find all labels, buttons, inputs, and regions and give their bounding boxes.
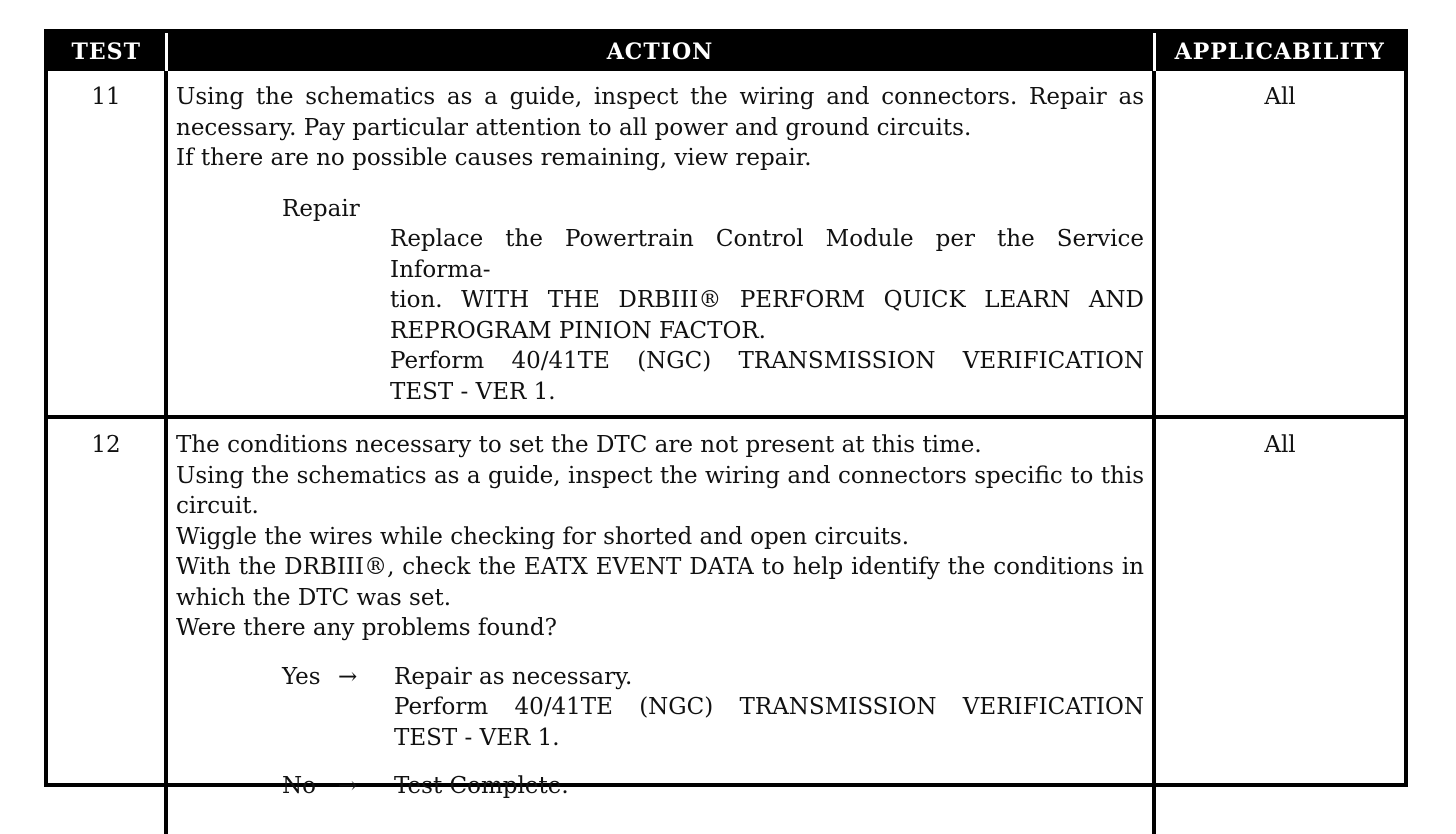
right-arrow-icon: → xyxy=(338,663,358,690)
repair-label: Repair xyxy=(282,195,360,222)
action-line: The conditions necessary to set the DTC are not present at this time. xyxy=(176,432,982,458)
repair-block xyxy=(176,194,1144,408)
repair-line: REPROGRAM PINION FACTOR. xyxy=(390,317,766,344)
repair-line: Perform 40/41TE (NGC) TRANSMISSION VERIFICATION xyxy=(390,348,1144,374)
answer-label: No xyxy=(282,773,316,799)
right-arrow-icon: → xyxy=(338,773,358,799)
table-row xyxy=(48,71,1404,417)
repair-line: tion. WITH THE DRBIII® PERFORM QUICK LEARN AND xyxy=(390,287,1144,313)
action-line: which the DTC was set. xyxy=(176,584,452,611)
applicability-cell: All xyxy=(1264,432,1296,458)
answer-list xyxy=(176,662,1144,802)
header-test: TEST xyxy=(48,33,166,71)
answer-line: Test Complete. xyxy=(394,773,569,799)
header-applicability: APPLICABILITY xyxy=(1154,33,1404,71)
action-line: necessary. Pay particular attention to all power and ground circuits. xyxy=(176,114,972,141)
answer-label: Yes xyxy=(282,663,321,690)
action-line: Were there any problems found? xyxy=(176,615,557,641)
answer-line: Perform 40/41TE (NGC) TRANSMISSION VERIFICATION xyxy=(394,694,1144,720)
diagnostic-procedure-page xyxy=(44,29,1408,799)
test-number: 11 xyxy=(48,71,166,417)
test-number: 12 xyxy=(48,417,166,834)
repair-line: Replace the Powertrain Control Module per the Service Informa- xyxy=(390,226,1144,283)
answer-body xyxy=(394,662,1144,754)
action-line: With the DRBIII®, check the EATX EVENT DATA to help identify the conditions in xyxy=(176,554,1144,580)
action-line: Wiggle the wires while checking for shorted and open circuits. xyxy=(176,523,910,550)
table-header xyxy=(48,33,1404,71)
header-action: ACTION xyxy=(166,33,1154,71)
action-line: If there are no possible causes remaining, view repair. xyxy=(176,145,812,171)
action-line: circuit. xyxy=(176,493,259,519)
repair-text xyxy=(176,224,1144,407)
answer-yes xyxy=(176,662,1144,754)
action-line: Using the schematics as a guide, inspect the wiring and connectors specific to this xyxy=(176,462,1144,489)
answer-body xyxy=(394,771,1144,802)
answer-no xyxy=(176,771,1144,802)
action-line: Using the schematics as a guide, inspect the wiring and connectors. Repair as xyxy=(176,84,1144,110)
action-cell xyxy=(166,71,1154,417)
repair-line: TEST - VER 1. xyxy=(390,378,556,405)
applicability-cell: All xyxy=(1154,71,1404,417)
answer-line: TEST - VER 1. xyxy=(394,724,560,751)
action-cell xyxy=(166,417,1154,834)
answer-line: Repair as necessary. xyxy=(394,663,633,690)
table-row xyxy=(48,417,1404,834)
procedure-table xyxy=(48,33,1404,834)
